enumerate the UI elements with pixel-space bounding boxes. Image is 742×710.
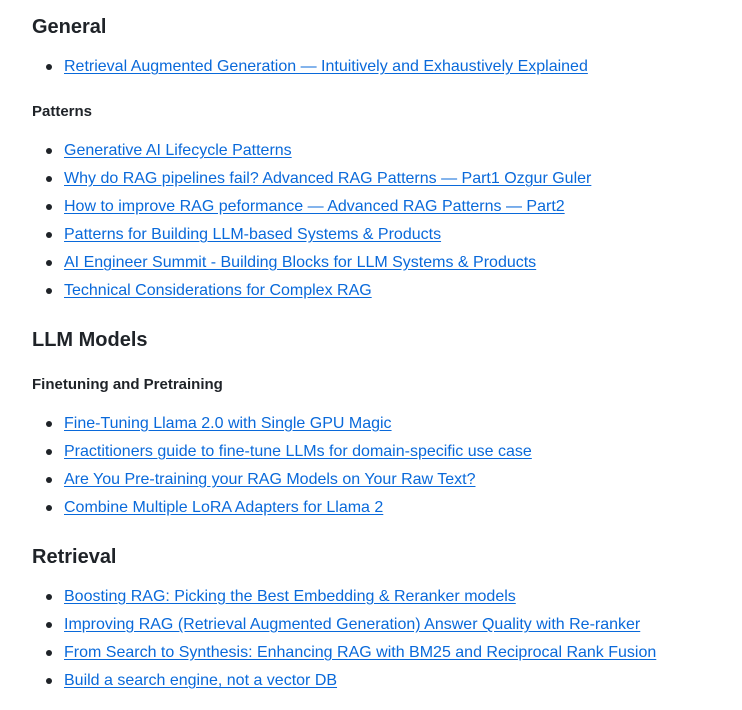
list-item bbox=[0, 438, 742, 466]
list-item bbox=[0, 583, 742, 611]
bullet-icon bbox=[46, 64, 52, 70]
link-search-to-synthesis[interactable]: From Search to Synthesis: Enhancing RAG with BM25 and Reciprocal Rank Fusion bbox=[64, 644, 657, 661]
list-item bbox=[0, 667, 742, 695]
bullet-icon bbox=[46, 477, 52, 483]
bullet-icon bbox=[46, 204, 52, 210]
bullet-icon bbox=[46, 288, 52, 294]
link-genai-lifecycle-patterns[interactable]: Generative AI Lifecycle Patterns bbox=[64, 142, 292, 159]
section-heading-llm-models: LLM Models bbox=[32, 329, 148, 351]
bullet-icon bbox=[46, 232, 52, 238]
list-item bbox=[0, 249, 742, 277]
list-item bbox=[0, 53, 742, 81]
bullet-icon bbox=[46, 678, 52, 684]
link-pretraining-rag[interactable]: Are You Pre-training your RAG Models on Your Raw Text? bbox=[64, 471, 476, 488]
bullet-icon bbox=[46, 148, 52, 154]
link-rag-pipelines-fail[interactable]: Why do RAG pipelines fail? Advanced RAG Patterns — Part1 Ozgur Guler bbox=[64, 170, 592, 187]
finetuning-link-list bbox=[0, 410, 742, 522]
link-practitioners-guide[interactable]: Practitioners guide to fine-tune LLMs for domain-specific use case bbox=[64, 443, 532, 460]
list-item bbox=[0, 165, 742, 193]
section-heading-general: General bbox=[32, 16, 107, 38]
bullet-icon bbox=[46, 449, 52, 455]
link-lora-adapters[interactable]: Combine Multiple LoRA Adapters for Llama 2 bbox=[64, 499, 384, 516]
list-item bbox=[0, 466, 742, 494]
retrieval-link-list bbox=[0, 583, 742, 695]
section-heading-retrieval: Retrieval bbox=[32, 546, 117, 568]
list-item bbox=[0, 277, 742, 305]
subsection-heading-patterns: Patterns bbox=[32, 103, 93, 120]
bullet-icon bbox=[46, 176, 52, 182]
link-improving-rag-reranker[interactable]: Improving RAG (Retrieval Augmented Generation) Answer Quality with Re-ranker bbox=[64, 616, 641, 633]
list-item bbox=[0, 137, 742, 165]
general-link-list bbox=[0, 53, 742, 81]
bullet-icon bbox=[46, 650, 52, 656]
bullet-icon bbox=[46, 260, 52, 266]
link-ai-engineer-summit[interactable]: AI Engineer Summit - Building Blocks for LLM Systems & Products bbox=[64, 254, 537, 271]
link-finetune-llama2[interactable]: Fine-Tuning Llama 2.0 with Single GPU Magic bbox=[64, 415, 392, 432]
link-improve-rag-performance[interactable]: How to improve RAG peformance — Advanced RAG Patterns — Part2 bbox=[64, 198, 565, 215]
list-item bbox=[0, 221, 742, 249]
list-item bbox=[0, 611, 742, 639]
link-complex-rag-considerations[interactable]: Technical Considerations for Complex RAG bbox=[64, 282, 372, 299]
link-llm-systems-patterns[interactable]: Patterns for Building LLM-based Systems & Products bbox=[64, 226, 442, 243]
list-item bbox=[0, 410, 742, 438]
patterns-link-list bbox=[0, 137, 742, 305]
list-item bbox=[0, 639, 742, 667]
list-item bbox=[0, 494, 742, 522]
link-rag-explained[interactable]: Retrieval Augmented Generation — Intuitively and Exhaustively Explained bbox=[64, 58, 588, 75]
bullet-icon bbox=[46, 622, 52, 628]
bullet-icon bbox=[46, 421, 52, 427]
bullet-icon bbox=[46, 505, 52, 511]
bullet-icon bbox=[46, 594, 52, 600]
list-item bbox=[0, 193, 742, 221]
link-build-search-engine[interactable]: Build a search engine, not a vector DB bbox=[64, 672, 338, 689]
link-boosting-rag[interactable]: Boosting RAG: Picking the Best Embedding & Reranker models bbox=[64, 588, 516, 605]
subsection-heading-finetuning: Finetuning and Pretraining bbox=[32, 376, 223, 393]
